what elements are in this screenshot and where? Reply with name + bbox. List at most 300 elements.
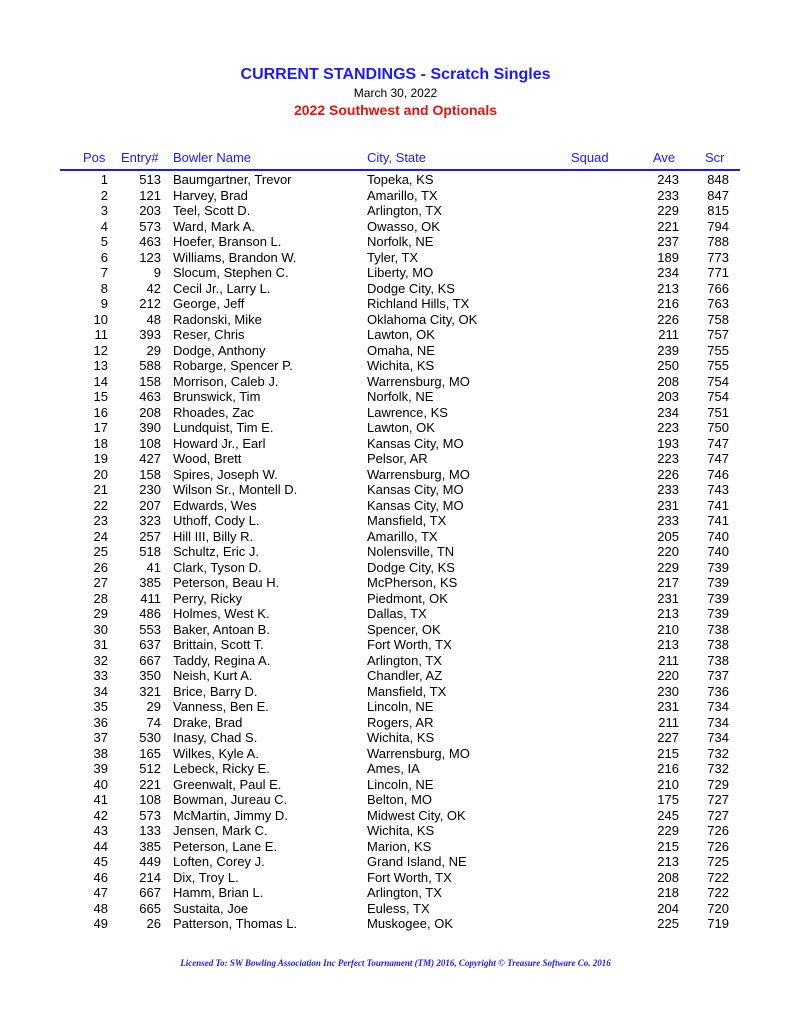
average-cell: 226: [657, 311, 679, 327]
table-row: [0, 885, 791, 901]
table-row: [0, 343, 791, 359]
report-date: March 30, 2022: [353, 86, 438, 100]
table-row: [0, 436, 791, 452]
entry-number-cell: 257: [139, 528, 161, 544]
position-cell: 48: [93, 900, 108, 916]
position-cell: 4: [100, 218, 108, 234]
bowler-name-cell: Morrison, Caleb J.: [173, 373, 279, 389]
position-cell: 5: [100, 234, 108, 249]
position-cell: 49: [93, 916, 108, 931]
bowler-name-cell: Wilkes, Kyle A.: [173, 745, 259, 761]
score-cell: 741: [707, 497, 729, 513]
position-cell: 47: [93, 885, 108, 900]
average-cell: 226: [657, 466, 679, 482]
bowler-name-cell: Jensen, Mark C.: [173, 823, 268, 838]
table-row: [0, 746, 791, 762]
table-row: [0, 389, 791, 405]
bowler-name-cell: Reser, Chris: [173, 327, 245, 342]
entry-number-cell: 29: [146, 342, 161, 358]
position-cell: 14: [93, 373, 108, 389]
bowler-name-cell: Drake, Brad: [173, 714, 243, 730]
table-row: [0, 405, 791, 421]
table-row: [0, 451, 791, 467]
entry-number-cell: 203: [139, 203, 161, 218]
entry-number-cell: 133: [139, 823, 161, 838]
bowler-name-cell: Holmes, West K.: [173, 606, 270, 621]
average-cell: 211: [658, 327, 679, 342]
average-cell: 245: [657, 807, 679, 823]
position-cell: 16: [93, 404, 108, 420]
table-row: [0, 203, 791, 219]
entry-number-cell: 208: [139, 404, 161, 420]
bowler-name-cell: Hamm, Brian L.: [173, 885, 264, 900]
average-cell: 234: [657, 265, 679, 280]
entry-number-cell: 665: [139, 900, 161, 916]
position-cell: 41: [93, 792, 108, 807]
entry-number-cell: 449: [139, 854, 161, 869]
table-row: [0, 606, 791, 622]
score-cell: 740: [707, 544, 729, 559]
score-cell: 754: [707, 373, 729, 389]
table-row: [0, 296, 791, 312]
position-cell: 19: [93, 451, 108, 466]
score-cell: 732: [707, 745, 729, 761]
position-cell: 33: [93, 668, 108, 683]
city-state-cell: Belton, MO: [367, 792, 433, 807]
bowler-name-cell: Vanness, Ben E.: [173, 699, 269, 714]
city-state-cell: Oklahoma City, OK: [367, 311, 478, 327]
table-row: [0, 591, 791, 607]
bowler-name-cell: Dix, Troy L.: [173, 869, 239, 885]
average-cell: 213: [657, 637, 679, 652]
position-cell: 43: [93, 823, 108, 838]
bowler-name-cell: Greenwalt, Paul E.: [173, 776, 282, 792]
entry-number-cell: 513: [139, 172, 161, 187]
score-cell: 766: [707, 280, 729, 296]
entry-number-cell: 158: [139, 373, 161, 389]
score-cell: 726: [707, 838, 729, 854]
city-state-cell: Rogers, AR: [367, 714, 434, 730]
position-cell: 3: [100, 203, 108, 218]
city-state-cell: Dallas, TX: [367, 606, 427, 621]
position-cell: 13: [93, 358, 108, 373]
table-row: [0, 513, 791, 529]
bowler-name-cell: Brittain, Scott T.: [173, 637, 264, 652]
average-cell: 233: [657, 482, 679, 497]
city-state-cell: Warrensburg, MO: [367, 373, 470, 389]
table-row: [0, 358, 791, 374]
entry-number-cell: 350: [139, 668, 161, 683]
bowler-name-cell: Harvey, Brad: [173, 187, 248, 203]
table-row: [0, 544, 791, 560]
bowler-name-cell: Brice, Barry D.: [173, 683, 258, 699]
score-cell: 763: [707, 296, 729, 311]
bowler-name-cell: Lebeck, Ricky E.: [173, 761, 270, 776]
score-cell: 750: [707, 420, 729, 435]
bowler-name-cell: Teel, Scott D.: [173, 203, 251, 218]
table-row: [0, 730, 791, 746]
city-state-cell: Arlington, TX: [367, 203, 442, 218]
entry-number-cell: 323: [139, 513, 161, 528]
city-state-cell: Piedmont, OK: [367, 590, 448, 606]
table-row: [0, 467, 791, 483]
position-cell: 37: [93, 730, 108, 745]
score-cell: 815: [707, 203, 729, 218]
entry-number-cell: 530: [139, 730, 161, 745]
average-cell: 220: [657, 544, 679, 559]
score-cell: 788: [707, 234, 729, 249]
average-cell: 208: [657, 869, 679, 885]
entry-number-cell: 214: [139, 869, 161, 885]
bowler-name-cell: Edwards, Wes: [173, 497, 257, 513]
score-cell: 725: [707, 854, 729, 869]
table-row: [0, 637, 791, 653]
city-state-cell: McPherson, KS: [367, 575, 458, 590]
score-cell: 743: [707, 482, 729, 497]
city-state-cell: Richland Hills, TX: [367, 296, 470, 311]
bowler-name-cell: Slocum, Stephen C.: [173, 265, 289, 280]
entry-number-cell: 463: [139, 234, 161, 249]
position-cell: 9: [100, 296, 108, 311]
column-header-ave: Ave: [653, 150, 676, 165]
entry-number-cell: 553: [139, 621, 161, 637]
entry-number-cell: 588: [139, 358, 161, 373]
bowler-name-cell: McMartin, Jimmy D.: [173, 807, 288, 823]
average-cell: 193: [657, 435, 679, 451]
position-cell: 39: [93, 761, 108, 776]
city-state-cell: Kansas City, MO: [367, 482, 464, 497]
table-row: [0, 808, 791, 824]
entry-number-cell: 121: [139, 187, 161, 203]
position-cell: 1: [100, 172, 108, 187]
position-cell: 22: [93, 497, 108, 513]
entry-number-cell: 486: [139, 606, 161, 621]
entry-number-cell: 123: [139, 249, 161, 265]
column-header-city: City, State: [367, 150, 427, 165]
score-cell: 755: [707, 358, 729, 373]
entry-number-cell: 321: [139, 683, 161, 699]
position-cell: 46: [93, 869, 108, 885]
average-cell: 230: [657, 683, 679, 699]
score-cell: 739: [707, 575, 729, 590]
bowler-name-cell: Neish, Kurt A.: [173, 668, 253, 683]
position-cell: 40: [93, 776, 108, 792]
entry-number-cell: 108: [139, 435, 161, 451]
bowler-name-cell: Wilson Sr., Montell D.: [173, 482, 298, 497]
score-cell: 848: [707, 172, 729, 187]
table-row: [0, 668, 791, 684]
position-cell: 2: [100, 187, 108, 203]
entry-number-cell: 385: [139, 838, 161, 854]
score-cell: 732: [707, 761, 729, 776]
entry-number-cell: 74: [146, 714, 161, 730]
table-row: [0, 823, 791, 839]
table-row: [0, 281, 791, 297]
table-row: [0, 622, 791, 638]
table-row: [0, 172, 791, 188]
position-cell: 15: [93, 389, 108, 404]
bowler-name-cell: Hoefer, Branson L.: [173, 234, 282, 249]
entry-number-cell: 230: [139, 482, 161, 497]
score-cell: 736: [707, 683, 729, 699]
bowler-name-cell: Taddy, Regina A.: [173, 652, 271, 668]
average-cell: 189: [657, 249, 679, 265]
column-header-squad: Squad: [571, 150, 609, 165]
bowler-name-cell: Loften, Corey J.: [173, 854, 265, 869]
city-state-cell: Lawrence, KS: [367, 404, 448, 420]
bowler-name-cell: Baker, Antoan B.: [173, 621, 270, 637]
city-state-cell: Tyler, TX: [367, 249, 419, 265]
position-cell: 29: [93, 606, 108, 621]
position-cell: 7: [100, 265, 108, 280]
average-cell: 215: [657, 838, 679, 854]
position-cell: 11: [94, 327, 108, 342]
score-cell: 746: [707, 466, 729, 482]
city-state-cell: Ames, IA: [367, 761, 420, 776]
table-row: [0, 498, 791, 514]
average-cell: 229: [657, 203, 679, 218]
bowler-name-cell: Inasy, Chad S.: [173, 730, 258, 745]
score-cell: 773: [707, 249, 729, 265]
table-row: [0, 715, 791, 731]
city-state-cell: Marion, KS: [367, 838, 432, 854]
column-header-name: Bowler Name: [173, 150, 252, 165]
average-cell: 223: [657, 420, 679, 435]
table-row: [0, 250, 791, 266]
position-cell: 36: [93, 714, 108, 730]
bowler-name-cell: Spires, Joseph W.: [173, 466, 278, 482]
average-cell: 205: [657, 528, 679, 544]
table-row: [0, 327, 791, 343]
city-state-cell: Amarillo, TX: [367, 187, 438, 203]
score-cell: 751: [707, 404, 729, 420]
entry-number-cell: 573: [139, 807, 161, 823]
position-cell: 23: [93, 513, 108, 528]
entry-number-cell: 411: [140, 590, 161, 606]
position-cell: 30: [93, 621, 108, 637]
table-row: [0, 854, 791, 870]
average-cell: 175: [657, 792, 679, 807]
score-cell: 771: [707, 265, 729, 280]
bowler-name-cell: Ward, Mark A.: [173, 218, 255, 234]
city-state-cell: Wichita, KS: [367, 823, 435, 838]
average-cell: 218: [657, 885, 679, 900]
city-state-cell: Mansfield, TX: [367, 683, 447, 699]
score-cell: 740: [707, 528, 729, 544]
average-cell: 237: [657, 234, 679, 249]
entry-number-cell: 427: [139, 451, 161, 466]
bowler-name-cell: George, Jeff: [173, 296, 245, 311]
bowler-name-cell: Bowman, Jureau C.: [173, 792, 288, 807]
table-row: [0, 188, 791, 204]
city-state-cell: Midwest City, OK: [367, 807, 466, 823]
entry-number-cell: 637: [139, 637, 161, 652]
entry-number-cell: 667: [139, 652, 161, 668]
position-cell: 21: [93, 482, 108, 497]
score-cell: 739: [707, 590, 729, 606]
city-state-cell: Dodge City, KS: [367, 280, 455, 296]
position-cell: 6: [100, 249, 108, 265]
page-title: CURRENT STANDINGS - Scratch Singles: [240, 66, 551, 83]
score-cell: 757: [707, 327, 729, 342]
position-cell: 10: [93, 311, 108, 327]
city-state-cell: Lincoln, NE: [367, 699, 434, 714]
score-cell: 739: [707, 559, 729, 575]
score-cell: 738: [707, 652, 729, 668]
position-cell: 17: [93, 420, 108, 435]
table-row: [0, 761, 791, 777]
entry-number-cell: 463: [139, 389, 161, 404]
city-state-cell: Arlington, TX: [367, 652, 442, 668]
city-state-cell: Norfolk, NE: [367, 389, 434, 404]
position-cell: 32: [93, 652, 108, 668]
bowler-name-cell: Schultz, Eric J.: [173, 544, 259, 559]
city-state-cell: Chandler, AZ: [367, 668, 443, 683]
city-state-cell: Lincoln, NE: [367, 776, 434, 792]
score-cell: 739: [707, 606, 729, 621]
score-cell: 719: [707, 916, 729, 931]
average-cell: 227: [657, 730, 679, 745]
position-cell: 28: [93, 590, 108, 606]
average-cell: 216: [657, 761, 679, 776]
table-row: [0, 265, 791, 281]
average-cell: 210: [657, 776, 679, 792]
table-row: [0, 777, 791, 793]
bowler-name-cell: Peterson, Lane E.: [173, 838, 278, 854]
average-cell: 210: [657, 621, 679, 637]
bowler-name-cell: Uthoff, Cody L.: [173, 513, 260, 528]
city-state-cell: Norfolk, NE: [367, 234, 434, 249]
city-state-cell: Kansas City, MO: [367, 435, 464, 451]
table-row: [0, 901, 791, 917]
score-cell: 727: [707, 807, 729, 823]
score-cell: 747: [707, 451, 729, 466]
bowler-name-cell: Williams, Brandon W.: [173, 249, 297, 265]
score-cell: 747: [707, 435, 729, 451]
position-cell: 34: [93, 683, 108, 699]
position-cell: 35: [93, 699, 108, 714]
average-cell: 233: [657, 187, 679, 203]
score-cell: 794: [707, 218, 729, 234]
bowler-name-cell: Peterson, Beau H.: [173, 575, 280, 590]
city-state-cell: Kansas City, MO: [367, 497, 464, 513]
score-cell: 720: [707, 900, 729, 916]
city-state-cell: Euless, TX: [367, 900, 430, 916]
position-cell: 27: [93, 575, 108, 590]
average-cell: 208: [657, 373, 679, 389]
average-cell: 239: [657, 342, 679, 358]
bowler-name-cell: Patterson, Thomas L.: [173, 916, 298, 931]
score-cell: 754: [707, 389, 729, 404]
table-row: [0, 420, 791, 436]
table-row: [0, 219, 791, 235]
city-state-cell: Mansfield, TX: [367, 513, 447, 528]
table-row: [0, 916, 791, 932]
city-state-cell: Lawton, OK: [367, 420, 435, 435]
bowler-name-cell: Radonski, Mike: [173, 311, 262, 327]
bowler-name-cell: Sustaita, Joe: [173, 900, 249, 916]
table-row: [0, 482, 791, 498]
bowler-name-cell: Brunswick, Tim: [173, 389, 261, 404]
table-row: [0, 529, 791, 545]
average-cell: 204: [657, 900, 679, 916]
bowler-name-cell: Rhoades, Zac: [173, 404, 254, 420]
average-cell: 229: [657, 823, 679, 838]
average-cell: 203: [657, 389, 679, 404]
entry-number-cell: 29: [146, 699, 161, 714]
average-cell: 221: [657, 218, 679, 234]
score-cell: 729: [707, 776, 729, 792]
score-cell: 758: [707, 311, 729, 327]
score-cell: 734: [707, 730, 729, 745]
score-cell: 738: [707, 621, 729, 637]
city-state-cell: Omaha, NE: [367, 342, 435, 358]
entry-number-cell: 108: [139, 792, 161, 807]
standings-table: [0, 172, 791, 932]
bowler-name-cell: Baumgartner, Trevor: [173, 172, 292, 187]
bowler-name-cell: Wood, Brett: [173, 451, 242, 466]
average-cell: 213: [657, 280, 679, 296]
entry-number-cell: 26: [146, 916, 161, 931]
table-row: [0, 684, 791, 700]
score-cell: 734: [707, 714, 729, 730]
entry-number-cell: 158: [139, 466, 161, 482]
score-cell: 847: [707, 187, 729, 203]
position-cell: 20: [93, 466, 108, 482]
bowler-name-cell: Howard Jr., Earl: [173, 435, 266, 451]
city-state-cell: Grand Island, NE: [367, 854, 467, 869]
entry-number-cell: 165: [139, 745, 161, 761]
table-row: [0, 312, 791, 328]
average-cell: 234: [657, 404, 679, 420]
position-cell: 18: [93, 435, 108, 451]
city-state-cell: Fort Worth, TX: [367, 637, 452, 652]
average-cell: 231: [657, 699, 679, 714]
bowler-name-cell: Cecil Jr., Larry L.: [173, 280, 271, 296]
position-cell: 44: [93, 838, 108, 854]
entry-number-cell: 573: [139, 218, 161, 234]
position-cell: 38: [93, 745, 108, 761]
entry-number-cell: 667: [139, 885, 161, 900]
bowler-name-cell: Perry, Ricky: [173, 590, 243, 606]
entry-number-cell: 221: [139, 776, 161, 792]
city-state-cell: Dodge City, KS: [367, 559, 455, 575]
table-row: [0, 575, 791, 591]
position-cell: 24: [93, 528, 108, 544]
table-row: [0, 839, 791, 855]
entry-number-cell: 385: [139, 575, 161, 590]
average-cell: 225: [657, 916, 679, 931]
score-cell: 722: [707, 869, 729, 885]
table-row: [0, 653, 791, 669]
city-state-cell: Topeka, KS: [367, 172, 434, 187]
entry-number-cell: 9: [153, 265, 161, 280]
position-cell: 42: [93, 807, 108, 823]
table-row: [0, 792, 791, 808]
header-divider: [60, 169, 740, 171]
table-row: [0, 870, 791, 886]
column-header-pos: Pos: [83, 150, 106, 165]
entry-number-cell: 393: [139, 327, 161, 342]
score-cell: 726: [707, 823, 729, 838]
bowler-name-cell: Clark, Tyson D.: [173, 559, 262, 575]
city-state-cell: Owasso, OK: [367, 218, 440, 234]
average-cell: 231: [657, 590, 679, 606]
average-cell: 233: [657, 513, 679, 528]
score-cell: 755: [707, 342, 729, 358]
score-cell: 741: [707, 513, 729, 528]
city-state-cell: Wichita, KS: [367, 358, 435, 373]
